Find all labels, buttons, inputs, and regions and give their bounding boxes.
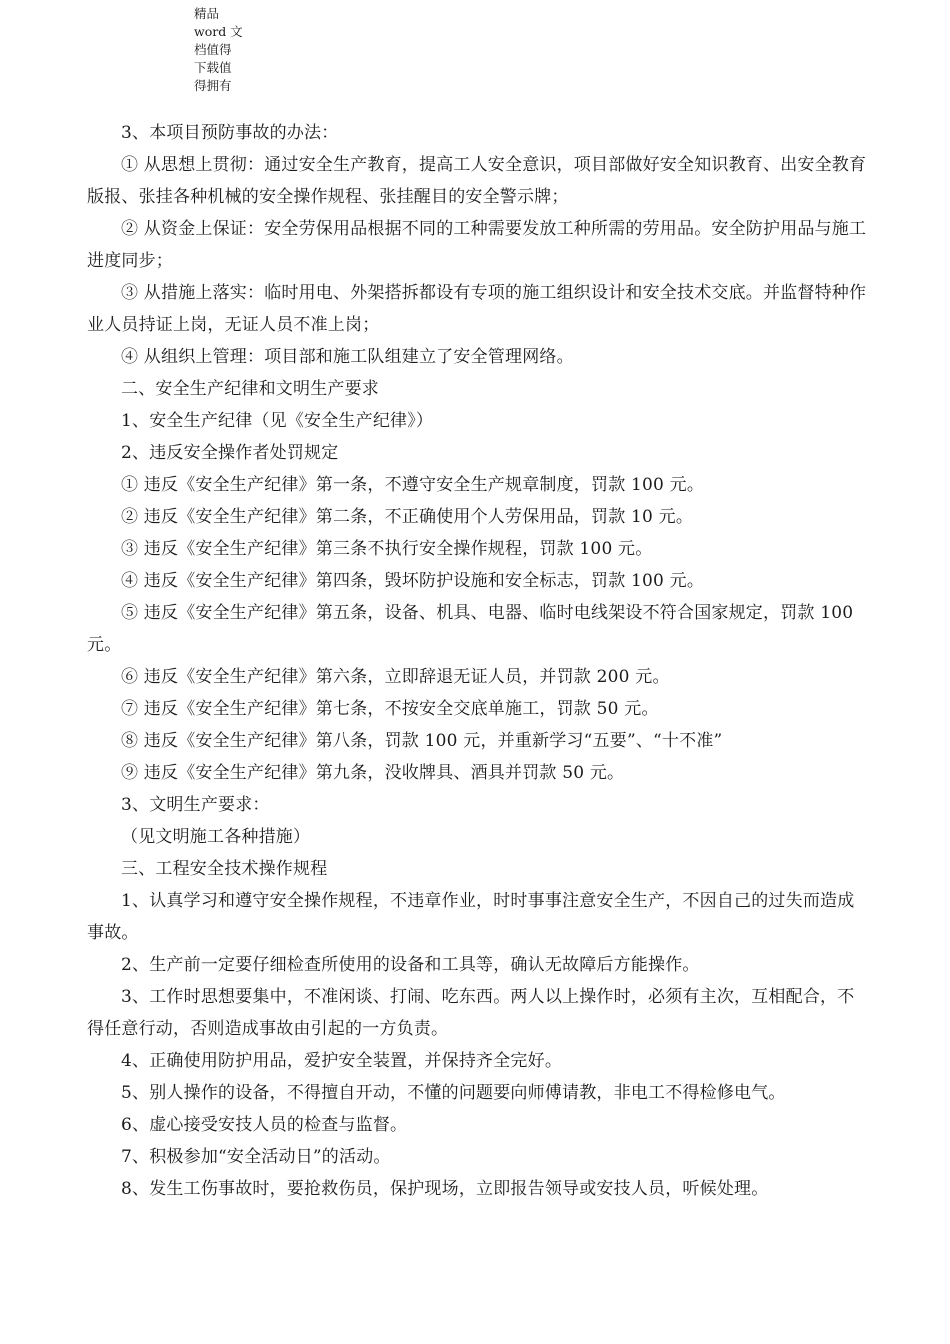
header-note-line: 精品 <box>194 6 220 21</box>
section-heading: 二、安全生产纪律和文明生产要求 <box>121 379 379 399</box>
section-heading: 三、工程安全技术操作规程 <box>121 859 328 879</box>
penalty-item: ② 违反《安全生产纪律》第二条，不正确使用个人劳保用品，罚款 10 元。 <box>121 507 694 527</box>
paragraph: ① 从思想上贯彻：通过安全生产教育，提高工人安全意识，项目部做好安全知识教育、出安全教育版报、张挂各种机械的安全操作规程、张挂醒目的安全警示牌； <box>87 155 867 207</box>
header-note-line: 档值得 <box>194 42 232 57</box>
penalty-item: ⑧ 违反《安全生产纪律》第八条，罚款 100 元，并重新学习“五要”、“十不准” <box>121 731 723 751</box>
penalty-item: ④ 违反《安全生产纪律》第四条，毁坏防护设施和安全标志，罚款 100 元。 <box>121 571 705 591</box>
paragraph: 3、文明生产要求： <box>121 795 270 815</box>
paragraph: 2、违反安全操作者处罚规定 <box>121 443 339 463</box>
section-heading: 3、本项目预防事故的办法： <box>121 123 339 143</box>
penalty-item: ⑨ 违反《安全生产纪律》第九条，没收牌具、酒具并罚款 50 元。 <box>121 763 625 783</box>
paragraph: ② 从资金上保证：安全劳保用品根据不同的工种需要发放工种所需的劳用品。安全防护用品与施工进度同步； <box>87 219 867 271</box>
paragraph: （见文明施工各种措施） <box>121 827 311 847</box>
paragraph: ④ 从组织上管理：项目部和施工队组建立了安全管理网络。 <box>121 347 574 367</box>
penalty-item: ⑤ 违反《安全生产纪律》第五条，设备、机具、电器、临时电线架设不符合国家规定，罚款 100 元。 <box>87 603 854 655</box>
penalty-item: ③ 违反《安全生产纪律》第三条不执行安全操作规程，罚款 100 元。 <box>121 539 653 559</box>
header-note-line: 下载值 <box>194 60 232 75</box>
header-note-line: 得拥有 <box>194 78 232 93</box>
rule-item: 2、生产前一定要仔细检查所使用的设备和工具等，确认无故障后方能操作。 <box>121 955 700 975</box>
penalty-item: ⑥ 违反《安全生产纪律》第六条，立即辞退无证人员，并罚款 200 元。 <box>121 667 670 687</box>
header-note-line: word 文 <box>194 24 243 39</box>
document-body <box>87 117 867 1205</box>
rule-item: 6、虚心接受安技人员的检查与监督。 <box>121 1115 408 1135</box>
paragraph: 1、安全生产纪律（见《安全生产纪律》） <box>121 411 434 431</box>
rule-item: 3、工作时思想要集中，不准闲谈、打闹、吃东西。两人以上操作时，必须有主次，互相配合，不得任意行动，否则造成事故由引起的一方负责。 <box>87 987 855 1039</box>
rule-item: 5、别人操作的设备，不得擅自开动，不懂的问题要向师傅请教，非电工不得检修电气。 <box>121 1083 786 1103</box>
paragraph: ③ 从措施上落实：临时用电、外架搭拆都设有专项的施工组织设计和安全技术交底。并监督特种作业人员持证上岗，无证人员不准上岗； <box>87 283 867 335</box>
header-note <box>194 5 244 95</box>
penalty-item: ① 违反《安全生产纪律》第一条，不遵守安全生产规章制度，罚款 100 元。 <box>121 475 705 495</box>
rule-item: 4、正确使用防护用品，爱护安全装置，并保持齐全完好。 <box>121 1051 563 1071</box>
rule-item: 8、发生工伤事故时，要抢救伤员，保护现场，立即报告领导或安技人员，听候处理。 <box>121 1179 769 1199</box>
rule-item: 7、积极参加“安全活动日”的活动。 <box>121 1147 391 1167</box>
penalty-item: ⑦ 违反《安全生产纪律》第七条，不按安全交底单施工，罚款 50 元。 <box>121 699 659 719</box>
rule-item: 1、认真学习和遵守安全操作规程，不违章作业，时时事事注意安全生产，不因自己的过失而造成事故。 <box>87 891 855 943</box>
